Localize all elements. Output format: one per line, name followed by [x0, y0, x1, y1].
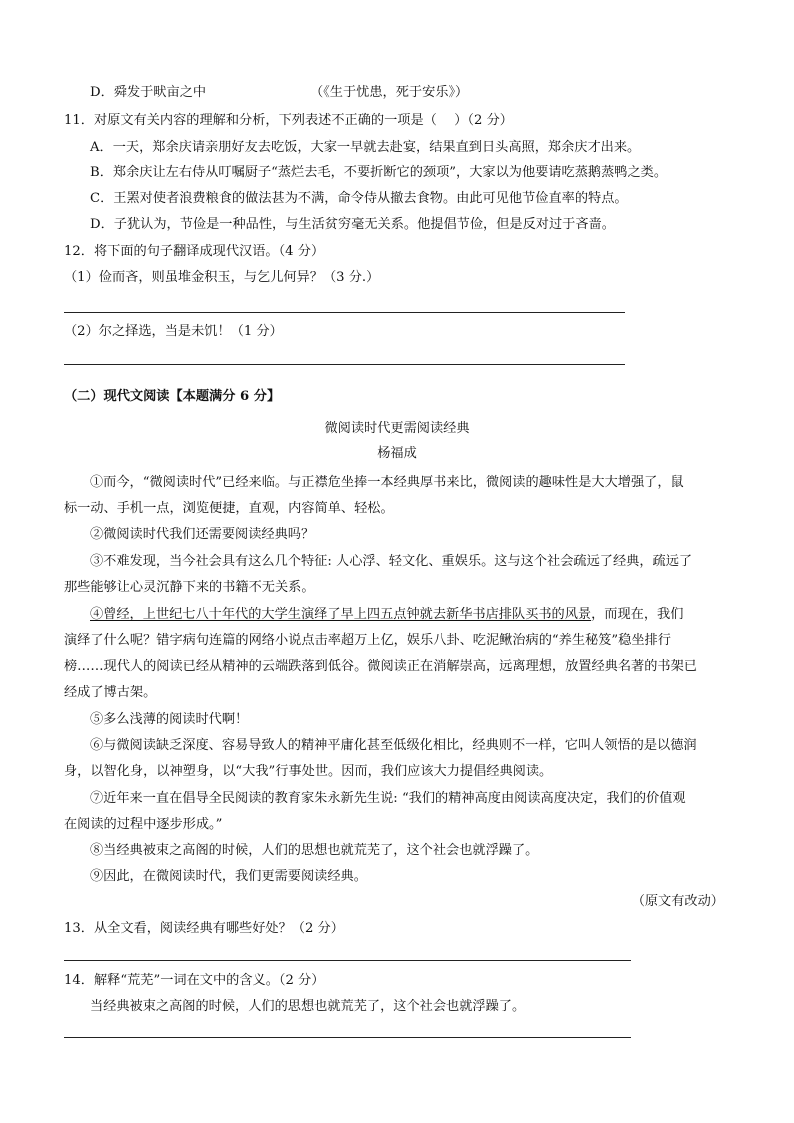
paragraph-3-line-2: 那些能够让心灵沉静下来的书籍不无关系。: [64, 580, 315, 595]
q11-option-b: B．郑余庆让左右侍从叮嘱厨子“蒸烂去毛，不要折断它的颈项”，大家以为他要请吃蒸鹅蒸鸭之类。: [90, 165, 668, 180]
paragraph-7-line-1: ⑦近年来一直在倡导全民阅读的教育家朱永新先生说: “我们的精神高度由阅读高度决定，我们的价值观: [90, 791, 686, 806]
answer-line-q12-2[interactable]: [64, 364, 625, 365]
source-note: （原文有改动）: [631, 894, 724, 909]
paragraph-9: ⑨因此，在微阅读时代，我们更需要阅读经典。: [90, 869, 367, 884]
q14-stem: 14．解释“荒芜”一词在文中的含义。（2 分）: [64, 973, 325, 988]
paragraph-1-line-1: ①而今，“微阅读时代”已经来临。与正襟危坐捧一本经典厚书来比，微阅读的趣味性是大大增强了，鼠: [90, 475, 684, 490]
q13-stem: 13．从全文看，阅读经典有哪些好处？（2 分）: [64, 921, 344, 936]
paragraph-4-line-1-rest: ，而现在，我们: [591, 607, 684, 622]
paragraph-5: ⑤多么浅薄的阅读时代啊！: [90, 712, 249, 727]
answer-line-q12-1[interactable]: [64, 312, 625, 313]
q12-sentence-2: （2）尔之择选，当是未饥！（1 分）: [64, 324, 283, 339]
q10-option-d-text: D．舜发于畎亩之中: [90, 85, 207, 100]
q11-option-d: D．子犹认为，节俭是一种品性，与生活贫穷毫无关系。他提倡节俭，但是反对过于吝啬。: [90, 217, 615, 232]
answer-line-q13[interactable]: [64, 960, 631, 961]
section-title: （二）现代文阅读【本题满分 6 分】: [64, 389, 281, 404]
paragraph-6-line-1: ⑥与微阅读缺乏深度、容易导致人的精神平庸化甚至低级化相比，经典则不一样，它叫人领悟的是以德润: [90, 738, 697, 753]
article-title: 微阅读时代更需阅读经典: [324, 421, 470, 436]
paragraph-7-line-2: 在阅读的过程中逐步形成。”: [64, 817, 223, 832]
answer-line-q14[interactable]: [64, 1037, 631, 1038]
q12-stem: 12．将下面的句子翻译成现代汉语。（4 分）: [64, 244, 325, 259]
paragraph-2: ②微阅读时代我们还需要阅读经典吗？: [90, 527, 315, 542]
paragraph-8: ⑧当经典被束之高阁的时候，人们的思想也就荒芜了，这个社会也就浮躁了。: [90, 843, 539, 858]
q12-sentence-1: （1）俭而吝，则虽堆金积玉，与乞儿何异？（3 分.）: [64, 270, 380, 285]
paragraph-3-line-1: ③不难发现，当今社会具有这么几个特征: 人心浮、轻文化、重娱乐。这与这个社会疏远了经典，疏远了: [90, 554, 693, 569]
q11-stem: 11．对原文有关内容的理解和分析，下列表述不正确的一项是（ ）（2 分）: [64, 113, 513, 128]
q11-option-c: C．王罴对使者浪费粮食的做法甚为不满，命令侍从撤去食物。由此可见他节俭直率的特点。: [90, 191, 628, 206]
article-author: 杨福成: [377, 446, 417, 461]
q11-option-a: A．一天，郑余庆请亲朋好友去吃饭，大家一早就去赴宴，结果直到日头高照，郑余庆才出来。: [90, 140, 641, 155]
q10-option-d: [90, 84, 206, 101]
q10-option-d-source: （《生于忧患，死于安乐》）: [310, 85, 469, 100]
underlined-sentence: ④曾经，上世纪七八十年代的大学生演绎了早上四五点钟就去新华书店排队买书的风景: [90, 607, 592, 622]
paragraph-4-line-2: 演绎了什么呢？错字病句连篇的网络小说点击率超万上亿，娱乐八卦、吃泥鳅治病的“养生秘笈”稳坐排行: [64, 633, 671, 648]
paragraph-1-line-2: 标一动、手机一点，浏览便捷，直观，内容简单、轻松。: [64, 501, 394, 516]
paragraph-6-line-2: 身，以智化身，以神塑身，以“大我”行事处世。因而，我们应该大力提倡经典阅读。: [64, 764, 553, 779]
paragraph-4-line-1: [90, 606, 683, 623]
paragraph-4-line-4: 经成了博古架。: [64, 685, 157, 700]
paragraph-4-line-3: 榜……现代人的阅读已经从精神的云端跌落到低谷。微阅读正在消解崇高，远离理想，放置经典名著的书架已: [64, 659, 697, 674]
q14-quoted-sentence: 当经典被束之高阁的时候，人们的思想也就荒芜了，这个社会也就浮躁了。: [90, 999, 526, 1014]
